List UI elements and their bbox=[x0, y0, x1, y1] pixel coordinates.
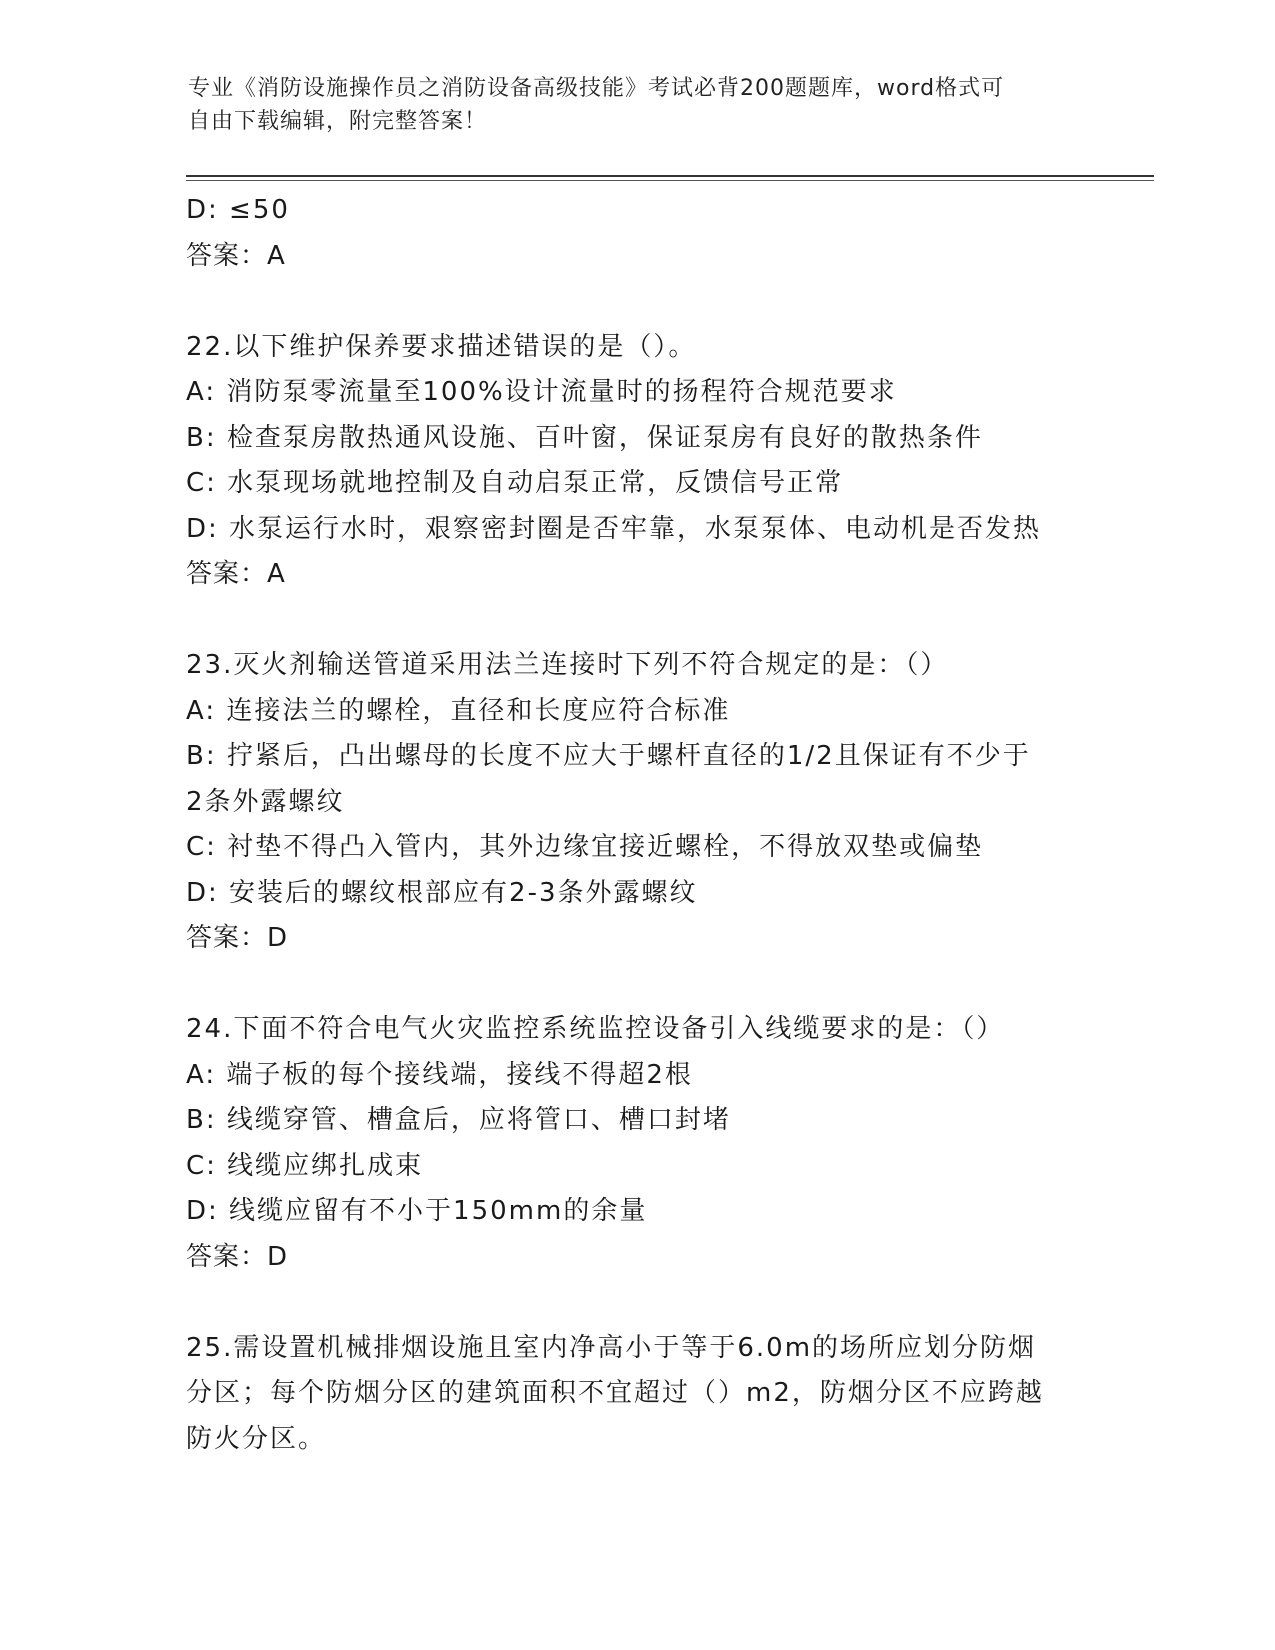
page-header bbox=[188, 72, 1088, 138]
spacer bbox=[186, 279, 1086, 325]
answer: 答案：D bbox=[186, 923, 289, 953]
question-23 bbox=[186, 643, 1086, 962]
spacer bbox=[186, 962, 1086, 1008]
answer: 答案：A bbox=[186, 559, 286, 589]
option-b: B: 线缆穿管、槽盒后，应将管口、槽口封堵 bbox=[186, 1105, 731, 1135]
option-d: D: 水泵运行水时，艰察密封圈是否牢靠，水泵泵体、电动机是否发热 bbox=[186, 513, 1042, 544]
question-stem-continued: 分区；每个防烟分区的建筑面积不宜超过（）m2，防烟分区不应跨越 bbox=[186, 1378, 1044, 1408]
option-c: C: 线缆应绑扎成束 bbox=[186, 1150, 424, 1181]
header-divider bbox=[186, 175, 1154, 177]
option-c: C: 水泵现场就地控制及自动启泵正常，反馈信号正常 bbox=[186, 468, 844, 498]
option-a: A: 端子板的每个接线端，接线不得超2根 bbox=[186, 1059, 693, 1090]
option-a: A: 消防泵零流量至100%设计流量时的扬程符合规范要求 bbox=[186, 377, 897, 407]
option-b: B: 拧紧后，凸出螺母的长度不应大于螺杆直径的1/2且保证有不少于 bbox=[186, 741, 1031, 771]
question-22 bbox=[186, 325, 1086, 598]
answer: 答案：D bbox=[186, 1241, 289, 1272]
question-stem: 23.灭火剂输送管道采用法兰连接时下列不符合规定的是：（） bbox=[186, 650, 949, 680]
option-d: D: 线缆应留有不小于150mm的余量 bbox=[186, 1196, 648, 1226]
spacer bbox=[186, 598, 1086, 644]
option-a: A: 连接法兰的螺栓，直径和长度应符合标准 bbox=[186, 695, 731, 726]
question-stem: 25.需设置机械排烟设施且室内净高小于等于6.0m的场所应划分防烟 bbox=[186, 1332, 1037, 1363]
prev-question-answer: 答案：A bbox=[186, 240, 286, 271]
question-25 bbox=[186, 1326, 1086, 1463]
option-b: B: 检查泵房散热通风设施、百叶窗，保证泵房有良好的散热条件 bbox=[186, 422, 983, 453]
question-stem: 22.以下维护保养要求描述错误的是（）。 bbox=[186, 331, 697, 362]
question-stem: 24.下面不符合电气火灾监控系统监控设备引入线缆要求的是：（） bbox=[186, 1014, 1005, 1044]
question-content bbox=[186, 188, 1086, 1462]
option-b-continued: 2条外露螺纹 bbox=[186, 786, 345, 817]
prev-question-option-d: D: ≤50 bbox=[186, 195, 290, 225]
spacer bbox=[186, 1280, 1086, 1326]
header-divider-thin bbox=[186, 180, 1154, 181]
header-title-line-1: 专业《消防设施操作员之消防设备高级技能》考试必背200题题库，word格式可 bbox=[188, 76, 1005, 101]
question-24 bbox=[186, 1007, 1086, 1280]
option-c: C: 衬垫不得凸入管内，其外边缘宜接近螺栓，不得放双垫或偏垫 bbox=[186, 832, 984, 862]
option-d: D: 安装后的螺纹根部应有2-3条外露螺纹 bbox=[186, 877, 698, 908]
header-title-line-2: 自由下载编辑，附完整答案！ bbox=[188, 109, 488, 134]
question-stem-continued: 防火分区。 bbox=[186, 1423, 327, 1454]
